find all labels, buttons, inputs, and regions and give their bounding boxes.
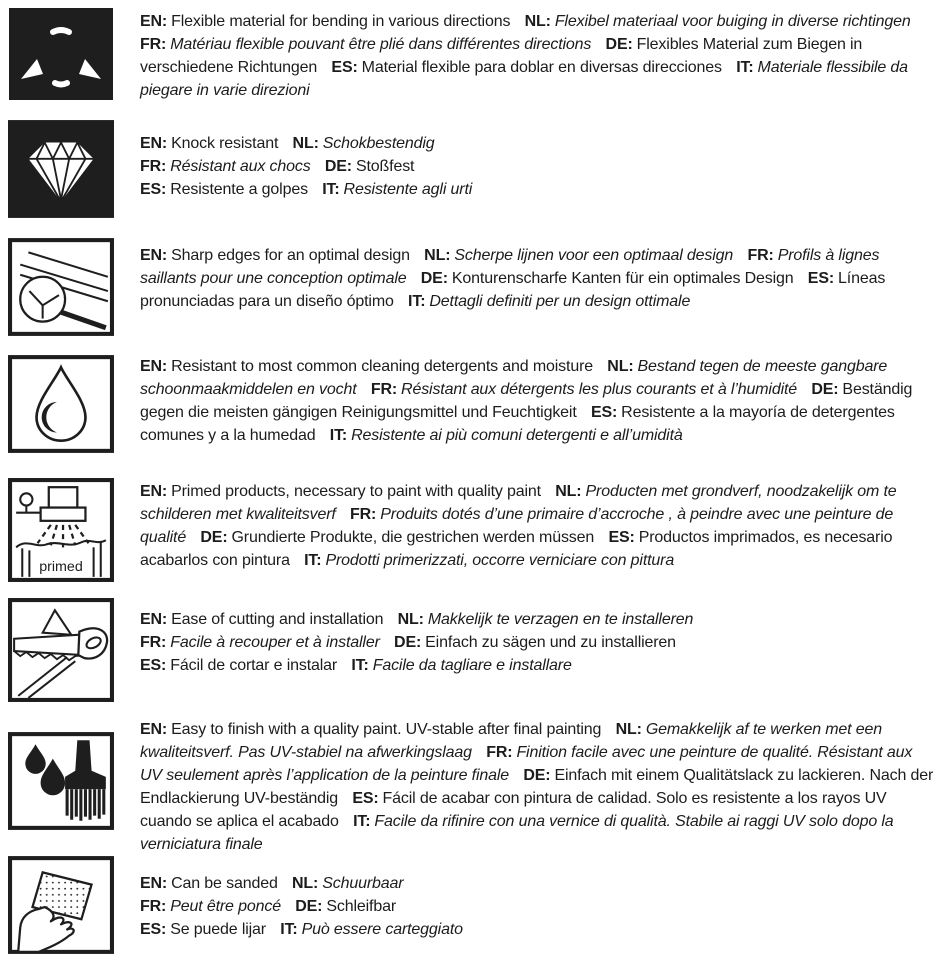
lang-label-it: IT: xyxy=(329,427,348,445)
feature-row-finish-uv xyxy=(0,718,940,856)
lang-entry-nl xyxy=(525,13,911,30)
primed-spray-icon xyxy=(8,478,114,582)
lang-text-en: Resistant to most common cleaning detergents and moisture xyxy=(171,358,593,375)
lang-entry-it xyxy=(330,427,683,444)
lang-label-de: DE: xyxy=(200,529,228,547)
lang-entry-es xyxy=(331,59,721,76)
lang-text-en: Ease of cutting and installation xyxy=(171,611,384,628)
lang-text-fr: Peut être poncé xyxy=(170,898,281,916)
lang-entry-fr xyxy=(140,634,380,651)
lang-text-nl: Gemakkelijk af te werken met een kwaliteitsverf. Pas UV-stabiel na afwerkingslaag xyxy=(140,721,883,762)
lang-label-nl: NL: xyxy=(615,721,642,738)
lang-text-it: Materiale flessibile da piegare in varie direzioni xyxy=(140,59,908,100)
lang-entry-en xyxy=(140,611,383,628)
lang-entry-en xyxy=(140,13,510,30)
lang-label-it: IT: xyxy=(408,293,426,311)
lang-label-de: DE: xyxy=(605,36,633,54)
lang-entry-es xyxy=(140,181,308,198)
lang-text-en: Can be sanded xyxy=(171,875,278,893)
lang-text-es: Resistente a la mayoría de detergentes comunes y a la humedad xyxy=(140,404,895,445)
lang-text-it: Prodotti primerizzati, occorre verniciare con pittura xyxy=(325,552,675,570)
lang-label-nl: NL: xyxy=(607,358,634,375)
diamond-icon xyxy=(8,120,114,218)
lang-label-it: IT: xyxy=(736,59,754,77)
sanding-hand-icon xyxy=(8,856,114,954)
lang-entry-en xyxy=(140,358,593,375)
feature-row-moisture xyxy=(0,352,940,478)
lang-text-en: Knock resistant xyxy=(171,135,279,152)
feature-row-cutting xyxy=(0,598,940,718)
lang-entry-en xyxy=(140,247,410,264)
lang-entry-es xyxy=(140,657,337,674)
lang-text-es: Fácil de cortar e instalar xyxy=(170,657,338,675)
lang-entry-en xyxy=(140,135,278,152)
lang-text-de: Konturenscharfe Kanten für ein optimales Design xyxy=(451,270,794,288)
feature-descriptions xyxy=(140,355,940,447)
lang-text-es: Se puede lijar xyxy=(170,921,266,939)
lang-label-es: ES: xyxy=(608,529,635,547)
lang-entry-en xyxy=(140,721,601,738)
lang-label-it: IT: xyxy=(304,552,322,570)
lang-text-de: Beständig gegen die meisten gängigen Reinigungsmittel und Feuchtigkeit xyxy=(140,381,913,422)
lang-entry-es xyxy=(140,921,266,938)
lang-label-en: EN: xyxy=(140,611,168,628)
lang-text-en: Primed products, necessary to paint with quality paint xyxy=(171,483,541,500)
lang-label-es: ES: xyxy=(331,59,358,77)
lang-text-it: Facile da tagliare e installare xyxy=(372,657,572,675)
lang-entry-fr xyxy=(140,158,311,175)
lang-entry-nl xyxy=(293,135,435,152)
feature-row-flexible xyxy=(0,8,940,120)
lang-label-de: DE: xyxy=(420,270,448,288)
lang-text-de: Einfach zu sägen und zu installieren xyxy=(425,634,676,652)
feature-descriptions xyxy=(140,718,940,856)
lang-label-nl: NL: xyxy=(524,13,551,30)
lang-label-en: EN: xyxy=(140,483,168,500)
lang-text-nl: Makkelijk te verzagen en te installeren xyxy=(427,611,694,628)
moisture-drop-icon xyxy=(8,355,114,453)
lang-label-es: ES: xyxy=(140,657,167,675)
lang-label-fr: FR: xyxy=(747,247,774,264)
lang-entry-de xyxy=(200,529,594,546)
lang-label-nl: NL: xyxy=(292,875,319,893)
lang-text-nl: Bestand tegen de meeste gangbare schoonmaakmiddelen en vocht xyxy=(140,358,888,399)
flexible-arrows-icon xyxy=(8,8,114,100)
feature-row-sanding xyxy=(0,856,940,954)
lang-label-it: IT: xyxy=(353,813,371,831)
feature-row-knock-resistant xyxy=(0,120,940,238)
lang-label-en: EN: xyxy=(140,135,168,152)
lang-text-de: Flexibles Material zum Biegen in verschiedene Richtungen xyxy=(140,36,863,77)
lang-text-fr: Finition facile avec une peinture de qualité. Résistant aux UV seulement après l’application de la peinture finale xyxy=(140,744,913,785)
lang-label-de: DE: xyxy=(811,381,839,399)
lang-label-de: DE: xyxy=(324,158,352,176)
lang-entry-nl xyxy=(424,247,733,264)
lang-label-nl: NL: xyxy=(555,483,582,500)
lang-text-it: Resistente ai più comuni detergenti e all’umidità xyxy=(351,427,683,445)
feature-descriptions xyxy=(140,608,940,677)
lang-label-nl: NL: xyxy=(397,611,424,628)
lang-entry-nl xyxy=(398,611,694,628)
sharp-edges-icon xyxy=(8,238,114,336)
lang-text-de: Einfach mit einem Qualitätslack zu lackieren. Nach der Endlackierung UV-beständig xyxy=(140,767,934,808)
lang-text-nl: Schuurbaar xyxy=(322,875,404,893)
lang-label-it: IT: xyxy=(280,921,298,939)
lang-text-de: Grundierte Produkte, die gestrichen werden müssen xyxy=(231,529,595,547)
lang-label-en: EN: xyxy=(140,875,168,893)
lang-text-nl: Schokbestendig xyxy=(322,135,435,152)
lang-label-es: ES: xyxy=(140,181,167,199)
lang-entry-nl xyxy=(292,875,403,892)
lang-text-it: Può essere carteggiato xyxy=(301,921,463,939)
lang-label-es: ES: xyxy=(140,921,167,939)
lang-label-fr: FR: xyxy=(140,36,167,54)
lang-label-de: DE: xyxy=(523,767,551,785)
feature-descriptions xyxy=(140,872,940,941)
lang-label-es: ES: xyxy=(590,404,618,422)
lang-label-es: ES: xyxy=(807,270,835,288)
lang-entry-de xyxy=(421,270,794,287)
feature-row-sharp-edges xyxy=(0,238,940,352)
lang-entry-fr xyxy=(371,381,797,398)
lang-entry-de xyxy=(295,898,396,915)
lang-text-en: Sharp edges for an optimal design xyxy=(171,247,410,264)
lang-entry-it xyxy=(280,921,463,938)
lang-entry-it xyxy=(351,657,571,674)
lang-entry-it xyxy=(322,181,472,198)
lang-text-fr: Facile à recouper et à installer xyxy=(170,634,380,652)
lang-text-es: Resistente a golpes xyxy=(170,181,308,199)
lang-entry-it xyxy=(304,552,674,569)
lang-text-it: Dettagli definiti per un design ottimale xyxy=(429,293,691,311)
lang-label-fr: FR: xyxy=(140,158,167,176)
lang-text-es: Líneas pronunciadas para un diseño óptimo xyxy=(140,270,886,311)
lang-text-it: Facile da rifinire con una vernice di qualità. Stabile ai raggi UV solo dopo la verniciatura finale xyxy=(140,813,894,854)
lang-text-nl: Flexibel materiaal voor buiging in diverse richtingen xyxy=(554,13,911,30)
lang-entry-fr xyxy=(140,898,281,915)
lang-label-fr: FR: xyxy=(140,634,167,652)
lang-text-nl: Producten met grondverf, noodzakelijk om te schilderen met kwaliteitsverf xyxy=(140,483,897,524)
lang-label-nl: NL: xyxy=(424,247,451,264)
lang-label-de: DE: xyxy=(394,634,422,652)
lang-entry-fr xyxy=(140,36,591,53)
feature-row-primed xyxy=(0,478,940,598)
lang-text-es: Fácil de acabar con pintura de calidad. Solo es resistente a los rayos UV cuando se aplica el acabado xyxy=(140,790,887,831)
lang-text-fr: Profils à lignes saillants pour une conception optimale xyxy=(140,247,880,288)
lang-text-en: Flexible material for bending in various directions xyxy=(171,13,511,30)
lang-label-it: IT: xyxy=(351,657,369,675)
lang-entry-de xyxy=(394,634,676,651)
lang-label-it: IT: xyxy=(322,181,340,199)
lang-label-de: DE: xyxy=(295,898,323,916)
lang-label-fr: FR: xyxy=(486,744,513,762)
lang-entry-it xyxy=(408,293,690,310)
saw-cutting-icon xyxy=(8,598,114,702)
lang-label-en: EN: xyxy=(140,721,168,738)
lang-label-fr: FR: xyxy=(370,381,398,399)
lang-label-nl: NL: xyxy=(292,135,319,152)
feature-descriptions xyxy=(140,10,940,102)
lang-text-de: Schleifbar xyxy=(326,898,397,916)
lang-label-en: EN: xyxy=(140,13,168,30)
lang-label-en: EN: xyxy=(140,358,168,375)
paint-drops-brush-icon xyxy=(8,732,114,830)
lang-label-es: ES: xyxy=(352,790,379,808)
lang-text-es: Productos imprimados, es necesario acabarlos con pintura xyxy=(140,529,893,570)
lang-label-en: EN: xyxy=(140,247,168,264)
lang-label-fr: FR: xyxy=(350,506,377,524)
lang-text-nl: Scherpe lijnen voor een optimaal design xyxy=(454,247,734,264)
feature-descriptions xyxy=(140,132,940,201)
lang-text-fr: Matériau flexible pouvant être plié dans différentes directions xyxy=(170,36,592,54)
lang-text-en: Easy to finish with a quality paint. UV-stable after final painting xyxy=(171,721,602,738)
lang-text-fr: Produits dotés d’une primaire d’accroche , à peindre avec une peinture de qualité xyxy=(140,506,894,547)
feature-descriptions xyxy=(140,480,940,572)
feature-descriptions xyxy=(140,244,940,313)
primed-label: primed xyxy=(39,558,83,575)
lang-text-fr: Résistant aux chocs xyxy=(170,158,311,176)
lang-entry-en xyxy=(140,875,278,892)
lang-text-es: Material flexible para doblar en diversas direcciones xyxy=(361,59,722,77)
lang-text-de: Stoßfest xyxy=(355,158,415,176)
lang-text-it: Resistente agli urti xyxy=(343,181,473,199)
lang-entry-en xyxy=(140,483,541,500)
lang-label-fr: FR: xyxy=(140,898,167,916)
lang-entry-de xyxy=(325,158,415,175)
lang-text-fr: Résistant aux détergents les plus courants et à l’humidité xyxy=(401,381,798,399)
